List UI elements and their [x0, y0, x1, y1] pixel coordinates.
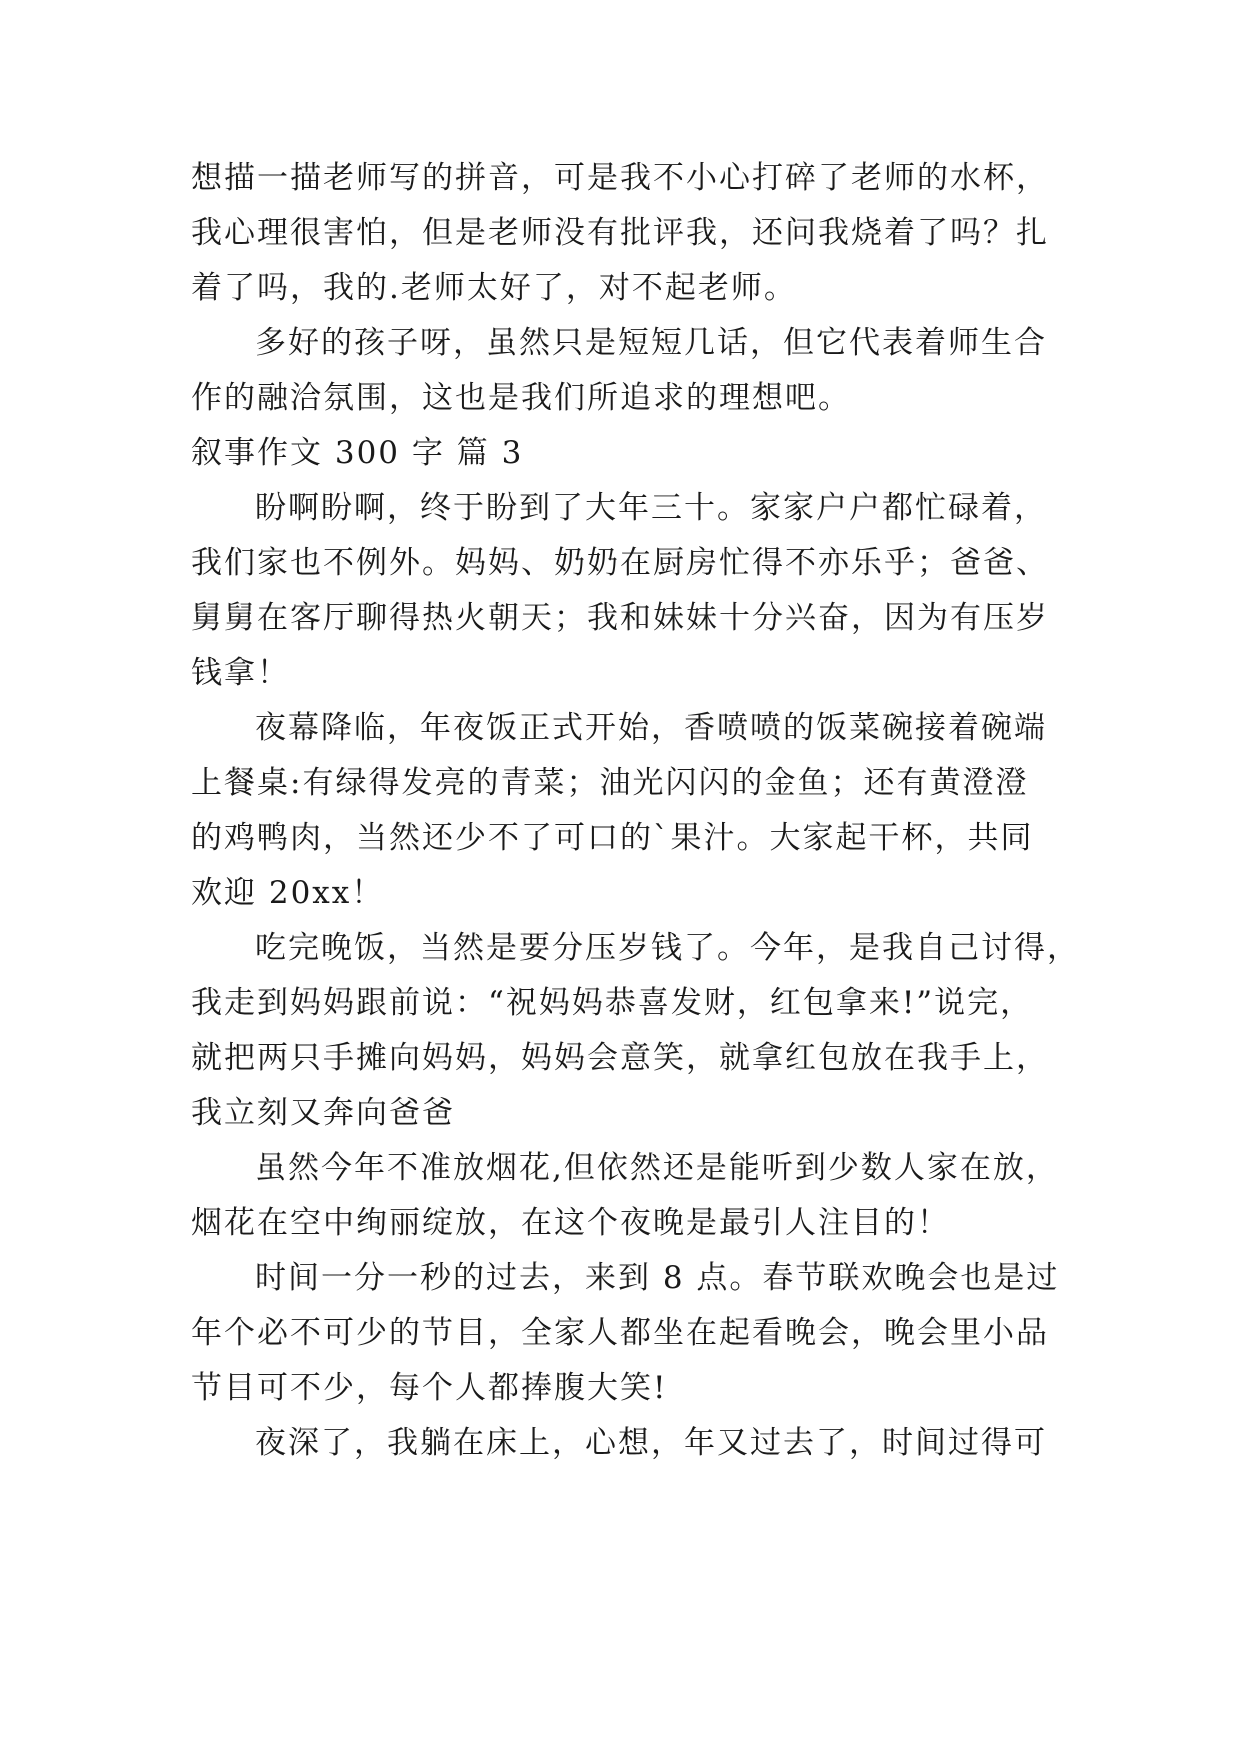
paragraph-line: 盼啊盼啊，终于盼到了大年三十。家家户户都忙碌着，: [255, 490, 1047, 526]
paragraph-line: 时间一分一秒的过去，来到 8 点。春节联欢晚会也是过: [255, 1260, 1060, 1296]
paragraph-line: 欢迎 20xx！: [191, 875, 385, 911]
paragraph-line: 多好的孩子呀，虽然只是短短几话，但它代表着师生合: [255, 325, 1047, 361]
paragraph-line: 节目可不少，每个人都捧腹大笑!: [191, 1370, 668, 1406]
paragraph-line: 想描一描老师写的拼音，可是我不小心打碎了老师的水杯，: [191, 160, 1049, 196]
paragraph-line: 夜深了，我躺在床上，心想，年又过去了，时间过得可: [255, 1425, 1047, 1461]
paragraph-line: 我心理很害怕，但是老师没有批评我，还问我烧着了吗？扎: [191, 215, 1049, 251]
paragraph-line: 着了吗，我的.老师太好了，对不起老师。: [191, 270, 797, 306]
paragraph-line: 年个必不可少的节目，全家人都坐在起看晚会，晚会里小品: [191, 1315, 1049, 1351]
paragraph-line: 夜幕降临，年夜饭正式开始，香喷喷的饭菜碗接着碗端: [255, 710, 1047, 746]
paragraph-line: 的鸡鸭肉，当然还少不了可口的`果汁。大家起干杯，共同: [191, 820, 1034, 856]
paragraph-line: 我立刻又奔向爸爸: [191, 1095, 455, 1131]
paragraph-line: 虽然今年不准放烟花,但依然还是能听到少数人家在放，: [255, 1150, 1059, 1186]
paragraph-line: 烟花在空中绚丽绽放，在这个夜晚是最引人注目的！: [191, 1205, 950, 1241]
paragraph-line: 舅舅在客厅聊得热火朝天；我和妹妹十分兴奋，因为有压岁: [191, 600, 1049, 636]
paragraph-line: 上餐桌:有绿得发亮的青菜；油光闪闪的金鱼；还有黄澄澄: [191, 765, 1029, 801]
section-title: 叙事作文 300 字 篇 3: [191, 435, 524, 471]
paragraph-line: 我们家也不例外。妈妈、奶奶在厨房忙得不亦乐乎；爸爸、: [191, 545, 1049, 581]
paragraph-line: 作的融洽氛围，这也是我们所追求的理想吧。: [191, 380, 851, 416]
paragraph-line: 钱拿！: [191, 655, 290, 691]
paragraph-line: 吃完晚饭，当然是要分压岁钱了。今年，是我自己讨得，: [255, 930, 1080, 966]
paragraph-line: 我走到妈妈跟前说：“祝妈妈恭喜发财，红包拿来!”说完，: [191, 985, 1034, 1021]
paragraph-line: 就把两只手摊向妈妈，妈妈会意笑，就拿红包放在我手上，: [191, 1040, 1049, 1076]
